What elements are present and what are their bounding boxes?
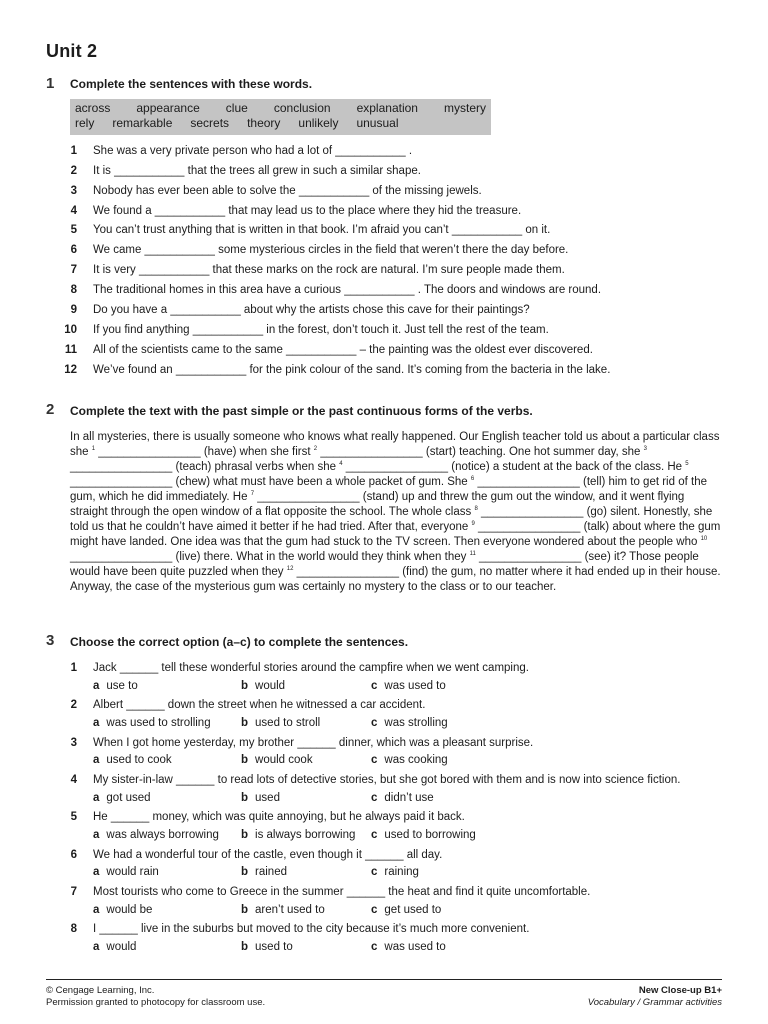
section1-instruction: Complete the sentences with these words. <box>70 77 313 91</box>
word-box-row-1 <box>75 101 486 116</box>
gap-number: 5 <box>685 461 689 468</box>
option-text: would be <box>106 904 153 916</box>
exercise1-item <box>56 301 530 319</box>
option-label: c <box>371 754 378 766</box>
word-item: across <box>75 101 111 115</box>
word-box <box>70 99 491 135</box>
option-b <box>241 752 313 769</box>
item-number: 7 <box>70 886 77 898</box>
question-text: Albert ______ down the street when he witnessed a car accident. <box>93 699 426 711</box>
option-label: a <box>93 866 100 878</box>
exercise1-item <box>56 162 421 180</box>
item-text: All of the scientists came to the same ___________ – the painting was the oldest ever discovered. <box>93 344 593 356</box>
exercise3-question <box>56 735 533 752</box>
exercise1-item <box>56 281 601 299</box>
option-b <box>241 790 280 807</box>
option-b <box>241 827 355 844</box>
option-label: a <box>93 754 100 766</box>
item-number: 9 <box>70 304 77 316</box>
question-text: My sister-in-law ______ to read lots of detective stories, but she got bored with them and is now into science fiction. <box>93 774 681 786</box>
option-label: b <box>241 680 249 692</box>
option-c <box>371 864 419 881</box>
option-text: rained <box>255 866 287 878</box>
option-label: b <box>241 754 249 766</box>
option-label: c <box>371 680 378 692</box>
option-c <box>371 939 446 956</box>
option-c <box>371 752 448 769</box>
option-label: a <box>93 680 100 692</box>
question-text: I ______ live in the suburbs but moved to the city because it’s much more convenient. <box>93 923 530 935</box>
question-text: He ______ money, which was quite annoying, but he always paid it back. <box>93 811 465 823</box>
option-text: got used <box>106 792 151 804</box>
item-number: 7 <box>70 264 77 276</box>
option-label: b <box>241 866 249 878</box>
option-text: didn’t use <box>384 792 434 804</box>
exercise3-question <box>56 884 590 901</box>
option-label: a <box>93 941 100 953</box>
item-number: 2 <box>70 699 77 711</box>
option-text: would <box>106 941 137 953</box>
option-label: a <box>93 829 100 841</box>
item-text: Nobody has ever been able to solve the ___________ of the missing jewels. <box>93 185 482 197</box>
gap-blank: ________________ <box>478 521 581 533</box>
gap-blank: ________________ <box>296 566 399 578</box>
gap-blank: ________________ <box>320 446 423 458</box>
option-text: was always borrowing <box>106 829 219 841</box>
option-b <box>241 902 325 919</box>
option-label: b <box>241 941 249 953</box>
exercise1-item <box>56 202 521 220</box>
exercise3-question <box>56 921 529 938</box>
section3-instruction: Choose the correct option (a–c) to complete the sentences. <box>70 635 409 649</box>
book-section: Vocabulary / Grammar activities <box>587 997 722 1008</box>
item-text: You can’t trust anything that is written in that book. I’m afraid you can’t ___________ on it. <box>93 224 551 236</box>
exercise3-question <box>56 847 442 864</box>
option-text: aren’t used to <box>255 904 325 916</box>
section2-number: 2 <box>46 401 55 418</box>
gap-blank: ________________ <box>70 476 173 488</box>
word-item: secrets <box>190 116 230 130</box>
option-a <box>93 790 151 807</box>
question-text: We had a wonderful tour of the castle, even though it ______ all day. <box>93 849 443 861</box>
option-c <box>371 902 441 919</box>
exercise1-item <box>56 361 610 379</box>
item-number: 8 <box>70 923 77 935</box>
item-number: 3 <box>70 185 77 197</box>
option-text: use to <box>106 680 138 692</box>
option-text: is always borrowing <box>255 829 356 841</box>
footer-book-info <box>588 985 722 1009</box>
exercise1-item <box>56 341 593 359</box>
option-label: c <box>371 904 378 916</box>
word-item: appearance <box>136 101 200 115</box>
gap-blank: ________________ <box>481 506 584 518</box>
section3-number: 3 <box>46 632 55 649</box>
gap-number: 3 <box>643 446 647 453</box>
option-text: was strolling <box>384 717 448 729</box>
option-b <box>241 715 320 732</box>
item-number: 6 <box>70 849 77 861</box>
gap-number: 8 <box>474 506 478 513</box>
gap-blank: ________________ <box>70 551 173 563</box>
item-number: 4 <box>70 205 77 217</box>
option-label: c <box>371 866 378 878</box>
option-a <box>93 864 159 881</box>
exercise3-question <box>56 660 529 677</box>
gap-blank: ________________ <box>477 476 580 488</box>
text-segment: (tell) him to get rid of the gum, which he did immediately. He <box>70 476 707 503</box>
item-text: She was a very private person who had a lot of ___________ . <box>93 145 413 157</box>
option-text: would rain <box>106 866 159 878</box>
item-number: 5 <box>70 224 77 236</box>
word-item: theory <box>247 116 281 130</box>
option-a <box>93 715 211 732</box>
option-a <box>93 827 219 844</box>
gap-blank: ________________ <box>70 461 173 473</box>
exercise1-item <box>56 261 565 279</box>
book-title: New Close-up B1+ <box>638 985 722 996</box>
unit-title: Unit 2 <box>46 41 98 61</box>
exercise1-item <box>56 182 482 200</box>
exercise1-item <box>56 142 412 160</box>
option-text: get used to <box>384 904 442 916</box>
option-label: b <box>241 904 249 916</box>
text-segment: (live) there. What in the world would they think when they <box>175 551 467 563</box>
option-c <box>371 715 448 732</box>
text-segment: In all mysteries, there is usually someone who knows what really happened. Our English teacher told us about a particular class she <box>70 431 720 458</box>
exercise1-item <box>56 221 550 239</box>
word-item: unlikely <box>298 116 339 130</box>
text-segment: (have) when she first <box>203 446 311 458</box>
question-text: Jack ______ tell these wonderful stories around the campfire when we went camping. <box>93 662 529 674</box>
item-text: Do you have a ___________ about why the artists chose this cave for their paintings? <box>93 304 530 316</box>
item-text: It is very ___________ that these marks on the rock are natural. I’m sure people made them. <box>93 264 565 276</box>
option-label: a <box>93 904 100 916</box>
exercise3-question <box>56 809 465 826</box>
item-number: 1 <box>70 662 77 674</box>
item-number: 3 <box>70 737 77 749</box>
permission-line: Permission granted to photocopy for classroom use. <box>46 997 266 1008</box>
question-text: When I got home yesterday, my brother ______ dinner, which was a pleasant surprise. <box>93 737 534 749</box>
option-b <box>241 678 285 695</box>
gap-blank: ________________ <box>479 551 582 563</box>
item-text: The traditional homes in this area have a curious ___________ . The doors and windows are round. <box>93 284 602 296</box>
footer-divider <box>46 979 722 980</box>
text-segment: (start) teaching. One hot summer day, she <box>425 446 641 458</box>
option-text: used to borrowing <box>384 829 476 841</box>
word-item: explanation <box>356 101 418 115</box>
option-a <box>93 678 138 695</box>
option-b <box>241 939 293 956</box>
item-number: 12 <box>64 364 77 376</box>
gap-fill-text <box>70 430 725 595</box>
option-text: was used to strolling <box>106 717 211 729</box>
gap-number: 9 <box>471 521 475 528</box>
option-a <box>93 752 172 769</box>
item-text: If you find anything ___________ in the forest, don’t touch it. Just tell the rest of the team. <box>93 324 549 336</box>
option-label: b <box>241 792 249 804</box>
gap-blank: ________________ <box>257 491 360 503</box>
text-segment: (see) it? Those people would have been quite puzzled when they <box>70 551 699 578</box>
exercise3-question <box>56 697 425 714</box>
section1-number: 1 <box>46 75 55 92</box>
item-number: 8 <box>70 284 77 296</box>
word-item: clue <box>225 101 248 115</box>
text-segment: (teach) phrasal verbs when she <box>175 461 336 473</box>
item-text: We found a ___________ that may lead us to the place where they hid the treasure. <box>93 205 522 217</box>
item-number: 1 <box>70 145 77 157</box>
option-label: c <box>371 792 378 804</box>
gap-number: 12 <box>286 566 294 573</box>
gap-number: 10 <box>700 536 708 543</box>
section2-instruction: Complete the text with the past simple or the past continuous forms of the verbs. <box>70 404 533 418</box>
option-text: was used to <box>384 941 446 953</box>
word-item: conclusion <box>273 101 331 115</box>
item-number: 10 <box>64 324 77 336</box>
word-item: unusual <box>356 116 399 130</box>
question-text: Most tourists who come to Greece in the summer ______ the heat and find it quite uncomfortable. <box>93 886 591 898</box>
text-segment: (find) the gum, no matter where it had ended up in their house. Anyway, the case of the mysterious gum was certainly no mystery to the class or to our teacher. <box>70 566 721 593</box>
gap-number: 11 <box>469 551 476 558</box>
option-c <box>371 790 434 807</box>
exercise1-item <box>56 241 568 259</box>
text-segment: (go) silent. Honestly, she told us that he couldn’t have aimed it better if he had tried. After that, everyone <box>70 506 713 533</box>
option-b <box>241 864 287 881</box>
item-text: We came ___________ some mysterious circles in the field that weren’t there the day before. <box>93 244 569 256</box>
word-item: rely <box>75 116 95 130</box>
option-label: a <box>93 717 100 729</box>
option-text: would cook <box>255 754 313 766</box>
option-a <box>93 902 152 919</box>
item-number: 4 <box>70 774 77 786</box>
text-segment: (notice) a student at the back of the class. He <box>451 461 683 473</box>
gap-blank: ________________ <box>345 461 449 473</box>
option-label: c <box>371 941 378 953</box>
item-text: It is ___________ that the trees all grew in such a similar shape. <box>93 165 421 177</box>
item-number: 5 <box>70 811 77 823</box>
option-label: b <box>241 829 249 841</box>
word-item: mystery <box>444 101 486 115</box>
option-label: b <box>241 717 249 729</box>
option-text: was used to <box>384 680 446 692</box>
gap-number: 2 <box>313 446 318 453</box>
word-item: remarkable <box>112 116 173 130</box>
word-box-row-2 <box>75 116 486 131</box>
gap-number: 4 <box>339 461 343 468</box>
gap-blank: ________________ <box>98 446 201 458</box>
copyright-line: © Cengage Learning, Inc. <box>46 985 155 996</box>
option-c <box>371 678 446 695</box>
item-text: We’ve found an ___________ for the pink colour of the sand. It’s coming from the bacteria in the lake. <box>93 364 611 376</box>
item-number: 11 <box>64 344 77 356</box>
gap-number: 6 <box>470 476 475 483</box>
option-text: used to stroll <box>255 717 321 729</box>
exercise3-question <box>56 772 680 789</box>
gap-number: 1 <box>91 446 96 453</box>
text-segment: (talk) about where the gum might have landed. One idea was that the gum had stuck to the TV screen. Then everyone wondered about the people who <box>70 521 721 548</box>
option-label: c <box>371 717 378 729</box>
gap-number: 7 <box>250 491 255 498</box>
option-text: used to <box>255 941 293 953</box>
item-number: 6 <box>70 244 77 256</box>
option-text: would <box>255 680 286 692</box>
option-c <box>371 827 476 844</box>
option-label: c <box>371 829 378 841</box>
footer-copyright <box>46 985 265 1009</box>
text-segment: (chew) what must have been a whole packet of gum. She <box>175 476 468 488</box>
option-text: was cooking <box>384 754 448 766</box>
option-text: used to cook <box>106 754 172 766</box>
item-number: 2 <box>70 165 77 177</box>
text-segment: (stand) up and threw the gum out the window, and it went flying straight through the open window of a flat opposite the school. The whole class <box>70 491 685 518</box>
option-text: raining <box>384 866 419 878</box>
exercise1-item <box>56 321 549 339</box>
option-a <box>93 939 136 956</box>
option-text: used <box>255 792 280 804</box>
option-label: a <box>93 792 100 804</box>
